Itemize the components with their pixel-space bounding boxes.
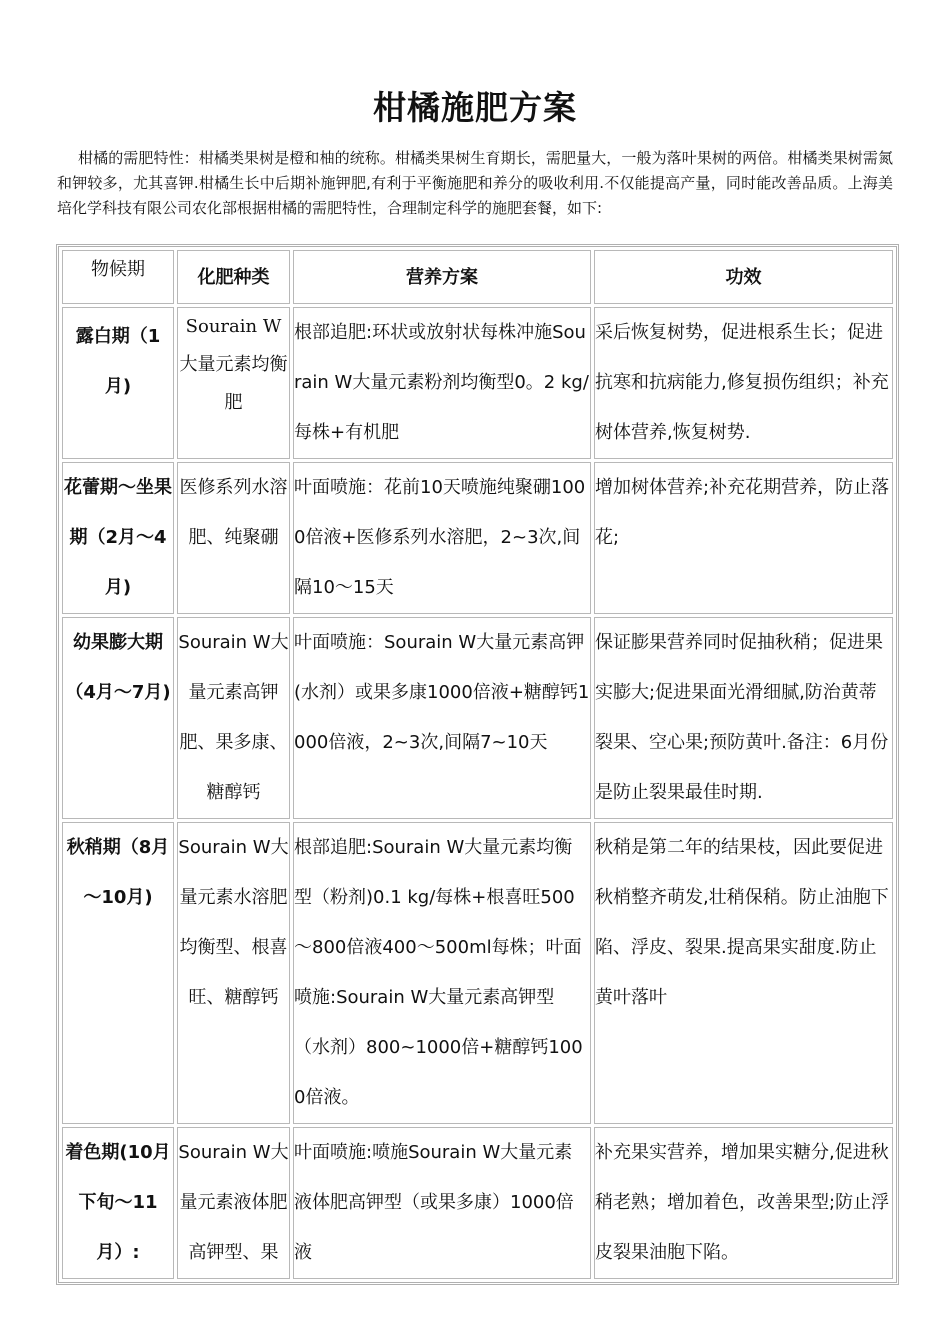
table-header-row [62, 250, 893, 304]
intro-paragraph: 柑橘的需肥特性：柑橘类果树是橙和柚的统称。柑橘类果树生育期长，需肥量大，一般为落叶果树的两倍。柑橘类果树需氮和钾较多，尤其喜钾.柑橘生长中后期补施钾肥,有利于平衡施肥和养分的吸收利用.不仅能提高产量，同时能改善品质。上海美培化学科技有限公司农化部根据柑橘的需肥特性，合理制定科学的施肥套餐，如下: [57, 149, 893, 217]
stage-cell: 花蕾期～坐果期（2月～4月) [62, 462, 174, 614]
table-row [62, 462, 893, 614]
effect-cell: 补充果实营养，增加果实糖分,促进秋稍老熟；增加着色，改善果型;防止浮皮裂果油胞下陷。 [594, 1127, 893, 1279]
stage-cell: 秋稍期（8月～10月) [62, 822, 174, 1124]
effect-cell: 采后恢复树势，促进根系生长；促进抗寒和抗病能力,修复损伤组织；补充树体营养,恢复树势. [594, 307, 893, 459]
header-effect: 功效 [594, 250, 893, 304]
fertilizer-cell: Sourain W大量元素水溶肥均衡型、根喜旺、糖醇钙 [177, 822, 290, 1124]
table-row [62, 1127, 893, 1279]
table-row [62, 822, 893, 1124]
fertilizer-cell: 医修系列水溶肥、纯聚硼 [177, 462, 290, 614]
effect-cell: 保证膨果营养同时促抽秋稍；促进果实膨大;促进果面光滑细腻,防治黄蒂裂果、空心果;预防黄叶.备注：6月份是防止裂果最佳时期. [594, 617, 893, 819]
plan-cell: 根部追肥:环状或放射状每株冲施Sourain W大量元素粉剂均衡型0。2 kg/每株+有机肥 [293, 307, 591, 459]
fertilizer-cell: Sourain W大量元素均衡肥 [177, 307, 290, 459]
plan-cell: 叶面喷施:喷施Sourain W大量元素液体肥高钾型（或果多康）1000倍液 [293, 1127, 591, 1279]
plan-cell: 根部追肥:Sourain W大量元素均衡型（粉剂)0.1 kg/每株+根喜旺500～800倍液400～500ml每株；叶面喷施:Sourain W大量元素高钾型（水剂）800~1000倍+糖醇钙1000倍液。 [293, 822, 591, 1124]
effect-cell: 秋稍是第二年的结果枝，因此要促进秋梢整齐萌发,壮稍保稍。防止油胞下陷、浮皮、裂果.提高果实甜度.防止黄叶落叶 [594, 822, 893, 1124]
fertilizer-cell: Sourain W大量元素液体肥高钾型、果 [177, 1127, 290, 1279]
plan-cell: 叶面喷施：花前10天喷施纯聚硼1000倍液+医修系列水溶肥，2~3次,间隔10～15天 [293, 462, 591, 614]
stage-cell: 幼果膨大期（4月～7月) [62, 617, 174, 819]
table-row [62, 307, 893, 459]
header-plan: 营养方案 [293, 250, 591, 304]
stage-cell: 露白期（1月) [62, 307, 174, 459]
fertilizer-cell: Sourain W大量元素高钾肥、果多康、糖醇钙 [177, 617, 290, 819]
effect-cell: 增加树体营养;补充花期营养，防止落花; [594, 462, 893, 614]
stage-cell: 着色期(10月下旬～11月）: [62, 1127, 174, 1279]
document-title: 柑橘施肥方案 [373, 88, 577, 127]
plan-cell: 叶面喷施：Sourain W大量元素高钾(水剂）或果多康1000倍液+糖醇钙1000倍液，2~3次,间隔7~10天 [293, 617, 591, 819]
header-fertilizer: 化肥种类 [177, 250, 290, 304]
header-stage: 物候期 [62, 250, 174, 304]
table-row [62, 617, 893, 819]
fertilization-table [56, 244, 899, 1285]
